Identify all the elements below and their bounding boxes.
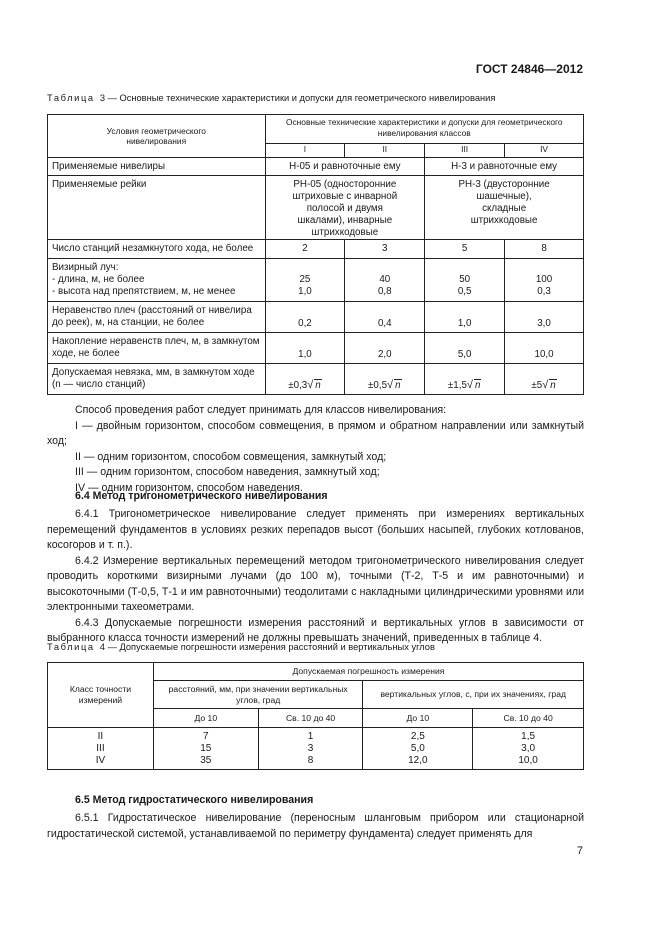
section-6-5-body: 6.5.1 Гидростатическое нивелирование (переносным шланговым прибором или стационарной гидростатической системой, устанавливаемой по периметру фундамента) следует применять для bbox=[47, 812, 584, 840]
cell: Н-3 и равноточные ему bbox=[425, 158, 584, 176]
header-conditions: Условия геометрического нивелирования bbox=[48, 115, 266, 158]
cell: РН-3 (двусторонние шашечные), складные штрихкодовые bbox=[425, 176, 584, 240]
sub-header: До 10 bbox=[153, 709, 258, 728]
misclosure-formula: ±0,5√ n bbox=[345, 364, 425, 395]
row-label: Допускаемая невязка, мм, в замкнутом ходе (n — число станций) bbox=[48, 364, 266, 395]
misclosure-formula: ±1,5√ n bbox=[425, 364, 505, 395]
table-row: II 7 1 2,5 1,5 bbox=[48, 728, 584, 743]
cell: 3 bbox=[345, 240, 425, 259]
sub-header: До 10 bbox=[363, 709, 473, 728]
cell: 2 bbox=[265, 240, 345, 259]
header-group: Допускаемая погрешность измерения bbox=[153, 663, 583, 681]
sub-header: Св. 10 до 40 bbox=[258, 709, 363, 728]
row-label: Число станций незамкнутого хода, не более bbox=[48, 240, 266, 259]
table3-caption: Таблица 3 — Основные технические характеристики и допуски для геометрического нивелирования bbox=[47, 93, 496, 103]
row-label: Неравенство плеч (расстояний от нивелира до реек), м, на станции, не более bbox=[48, 302, 266, 333]
cell: 40 0,8 bbox=[345, 259, 425, 302]
misclosure-formula: ±5√ n bbox=[505, 364, 584, 395]
cell: 100 0,3 bbox=[505, 259, 584, 302]
row-label: Применяемые рейки bbox=[48, 176, 266, 240]
methods-block: Способ проведения работ следует принимать для классов нивелирования: I — двойным горизонтом, способом совмещения, в прямом и обратном направлении или замкнутый ход; II — одним горизонтом, способом совмещения, замкнутый ход; III — одним горизонтом, способом наведения, замкнутый ход; IV — одним горизонтом, способом наведения. bbox=[47, 404, 584, 494]
table3 bbox=[47, 114, 584, 395]
cell: Н-05 и равноточные ему bbox=[265, 158, 425, 176]
header-angle: вертикальных углов, с, при их значениях, град bbox=[363, 681, 584, 709]
cell: 0,4 bbox=[345, 302, 425, 333]
cell: РН-05 (односторонние штриховые с инварной полосой и двумя шкалами), инварные штрихкодовые bbox=[265, 176, 425, 240]
row-label: Применяемые нивелиры bbox=[48, 158, 266, 176]
header-classes-group: Основные технические характеристики и допуски для геометрического нивелирования классов bbox=[265, 115, 583, 144]
cell: 5,0 bbox=[425, 333, 505, 364]
misclosure-formula: ±0,3√ n bbox=[265, 364, 345, 395]
row-label: Накопление неравенств плеч, м, в замкнутом ходе, не более bbox=[48, 333, 266, 364]
cell: 50 0,5 bbox=[425, 259, 505, 302]
page-number: 7 bbox=[576, 845, 583, 857]
cell: 1,0 bbox=[425, 302, 505, 333]
table-row: IV 35 8 12,0 10,0 bbox=[48, 754, 584, 770]
cell: 25 1,0 bbox=[265, 259, 345, 302]
row-label: Визирный луч: - длина, м, не более - высота над препятствием, м, не менее bbox=[48, 259, 266, 302]
cell: 10,0 bbox=[505, 333, 584, 364]
sub-header: Св. 10 до 40 bbox=[473, 709, 584, 728]
table-row: III 15 3 5,0 3,0 bbox=[48, 742, 584, 754]
section-6-5-heading: 6.5 Метод гидростатического нивелирования bbox=[75, 794, 314, 806]
header-distance: расстояний, мм, при значении вертикальных углов, град bbox=[153, 681, 363, 709]
class-header: III bbox=[425, 144, 505, 158]
section-6-4-heading: 6.4 Метод тригонометрического нивелирования bbox=[75, 490, 328, 502]
cell: 0,2 bbox=[265, 302, 345, 333]
table4-caption: Таблица 4 — Допускаемые погрешности измерения расстояний и вертикальных углов bbox=[47, 642, 435, 652]
cell: 3,0 bbox=[505, 302, 584, 333]
standard-number: ГОСТ 24846—2012 bbox=[475, 62, 583, 76]
section-6-4-body: 6.4.1 Тригонометрическое нивелирование следует применять при измерениях вертикальных перемещений фундаментов в условиях резких перепадов высот (больших насыпей, глубоких котлованов, косогоров и т. п.). 6.4.2 Измерение вертикальных перемещений методом тригонометрического нивелирования следует проводить короткими визирными лучами (до 100 м), точными (Т-2, Т-5 и им равноточными) и высокоточными (Т-0,5, Т-1 и им равноточными) теодолитами с накладными цилиндрическими уровнями или электронными тахеометрами. 6.4.3 Допускаемые погрешности измерения расстояний и вертикальных углов в зависимости от выбранного класса точности измерений не должны превышать значений, приведенных в таблице 4. bbox=[47, 508, 584, 644]
class-header: I bbox=[265, 144, 345, 158]
cell: 1,0 bbox=[265, 333, 345, 364]
header-class: Класс точности измерений bbox=[48, 663, 154, 728]
cell: 2,0 bbox=[345, 333, 425, 364]
table4 bbox=[47, 662, 584, 770]
class-header: IV bbox=[505, 144, 584, 158]
cell: 5 bbox=[425, 240, 505, 259]
class-header: II bbox=[345, 144, 425, 158]
cell: 8 bbox=[505, 240, 584, 259]
